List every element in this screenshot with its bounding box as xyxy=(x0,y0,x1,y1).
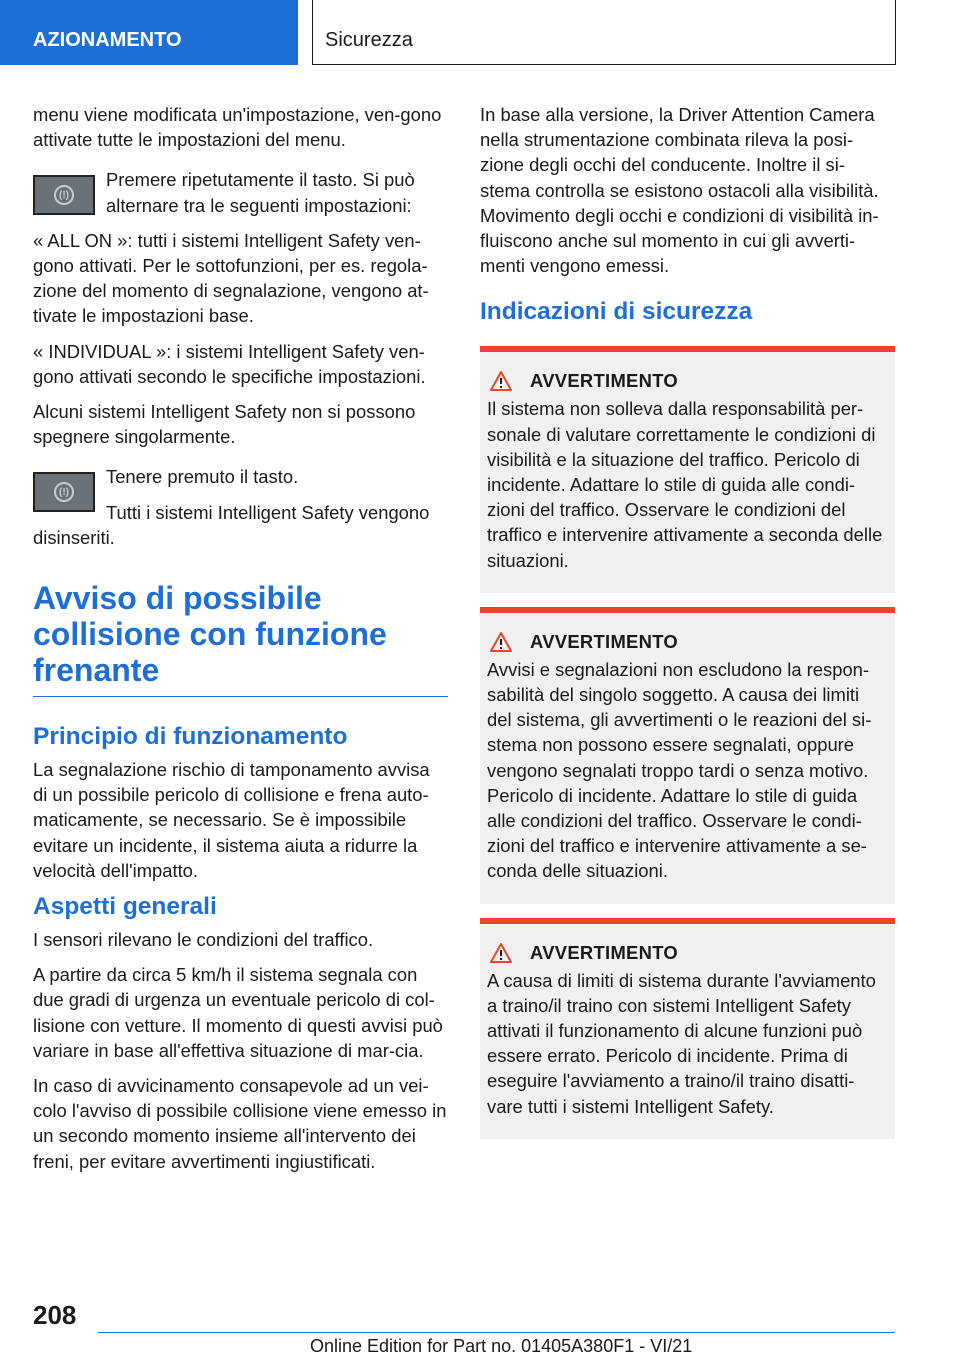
warning-triangle-icon xyxy=(490,943,512,963)
paragraph: In base alla versione, la Driver Attention Camera nella strumentazione combinata rileva la posi-zione degli occhi del conducente. Inoltre il si-stema controlla se esistono ostacoli alla visibilità. Movimento degli occhi e condizioni di visibilità in-fluiscono anche sul momento in cui gli avverti-menti vengono emessi. xyxy=(480,104,879,277)
subsection-heading: Principio di funzionamento xyxy=(33,723,348,751)
paragraph: Premere ripetutamente il tasto. Si può alternare tra le seguenti impostazioni: xyxy=(106,169,415,216)
chapter-tab xyxy=(312,0,896,65)
paragraph: Alcuni sistemi Intelligent Safety non si possono spegnere singolarmente. xyxy=(33,401,416,448)
paragraph: Tenere premuto il tasto. xyxy=(106,466,299,488)
paragraph: I sensori rilevano le condizioni del traffico. xyxy=(33,929,374,951)
footer-edition: Online Edition for Part no. 01405A380F1 - VI/21 xyxy=(310,1336,693,1356)
paragraph: Tutti i sistemi Intelligent Safety vengono disinseriti. xyxy=(33,501,430,548)
subsection-heading: Aspetti generali xyxy=(33,893,217,921)
page-number: 208 xyxy=(33,1300,77,1330)
warning-triangle-icon xyxy=(490,371,512,391)
warning-title: AVVERTIMENTO xyxy=(530,370,679,392)
paragraph: menu viene modificata un'impostazione, ven-gono attivate tutte le impostazioni del menu. xyxy=(33,104,442,151)
chapter-title: Sicurezza xyxy=(325,29,413,51)
warning-box xyxy=(480,918,895,1139)
intelligent-safety-button-icon: (!) xyxy=(33,472,95,512)
warning-box xyxy=(480,607,895,904)
warning-title: AVVERTIMENTO xyxy=(530,630,679,652)
warning-box xyxy=(480,346,895,592)
warning-title: AVVERTIMENTO xyxy=(530,941,679,963)
button-instruction xyxy=(33,167,448,217)
button-instruction xyxy=(33,464,448,550)
paragraph: A partire da circa 5 km/h il sistema segnala con due gradi di urgenza un eventuale pericolo di col-lisione con vetture. Il momento di questi avvisi può variare in base all'effettiva situazione di mar-cia. xyxy=(33,964,443,1061)
warning-text: Il sistema non solleva dalla responsabilità per-sonale di valutare correttamente le condizioni di visibilità e la situazione del traffico. Pericolo di incidente. Adattare lo stile di guida alle condi-zioni del traffico. Osservare le condizioni del traffico e intervenire attivamente a seconda delle situazioni. xyxy=(487,398,883,571)
left-column xyxy=(33,102,448,1184)
section-title: AZIONAMENTO xyxy=(33,29,182,51)
subsection-heading: Indicazioni di sicurezza xyxy=(480,298,753,326)
paragraph: La segnalazione rischio di tamponamento avvisa di un possibile pericolo di collisione e frena auto-maticamente, se necessario. Se è impossibile evitare un incidente, il sistema aiuta a ridurre la velocità dell'impatto. xyxy=(33,759,430,881)
intelligent-safety-button-icon: (!) xyxy=(33,175,95,215)
warning-text: Avvisi e segnalazioni non escludono la respon-sabilità del singolo soggetto. A causa dei limiti del sistema, gli avvertimenti o le reazioni del si-stema non possono essere segnalati, oppure vengono segnalati troppo tardi o senza motivo. Pericolo di incidente. Adattare lo stile di guida alle condizioni del traffico. Osservare le condi-zioni del traffico e intervenire attivamente a se-conda delle situazioni. xyxy=(487,658,872,882)
section-tab xyxy=(0,0,298,65)
warning-triangle-icon xyxy=(490,632,512,652)
warning-text: A causa di limiti di sistema durante l'avviamento a traino/il traino con sistemi Intelligent Safety attivati il funzionamento di alcune funzioni può essere errato. Pericolo di incidente. Prima di eseguire l'avviamento a traino/il traino disatti-vare tutti i sistemi Intelligent Safety. xyxy=(487,969,876,1117)
right-column xyxy=(480,102,895,1153)
paragraph: « ALL ON »: tutti i sistemi Intelligent Safety ven-gono attivati. Per le sottofunzioni, per es. regola-zione del momento di segnalazione, vengono at-tivate le impostazioni base. xyxy=(33,229,429,327)
section-heading: Avviso di possibile collisione con funzione frenante xyxy=(33,580,448,697)
footer-divider xyxy=(98,1332,895,1333)
paragraph: In caso di avvicinamento consapevole ad un vei-colo l'avviso di possibile collisione viene emesso in un secondo momento insieme all'intervento dei freni, per evitare avvertimenti ingiustificati. xyxy=(33,1075,447,1172)
paragraph: « INDIVIDUAL »: i sistemi Intelligent Safety ven-gono attivati secondo le specifiche impostazioni. xyxy=(33,340,426,387)
